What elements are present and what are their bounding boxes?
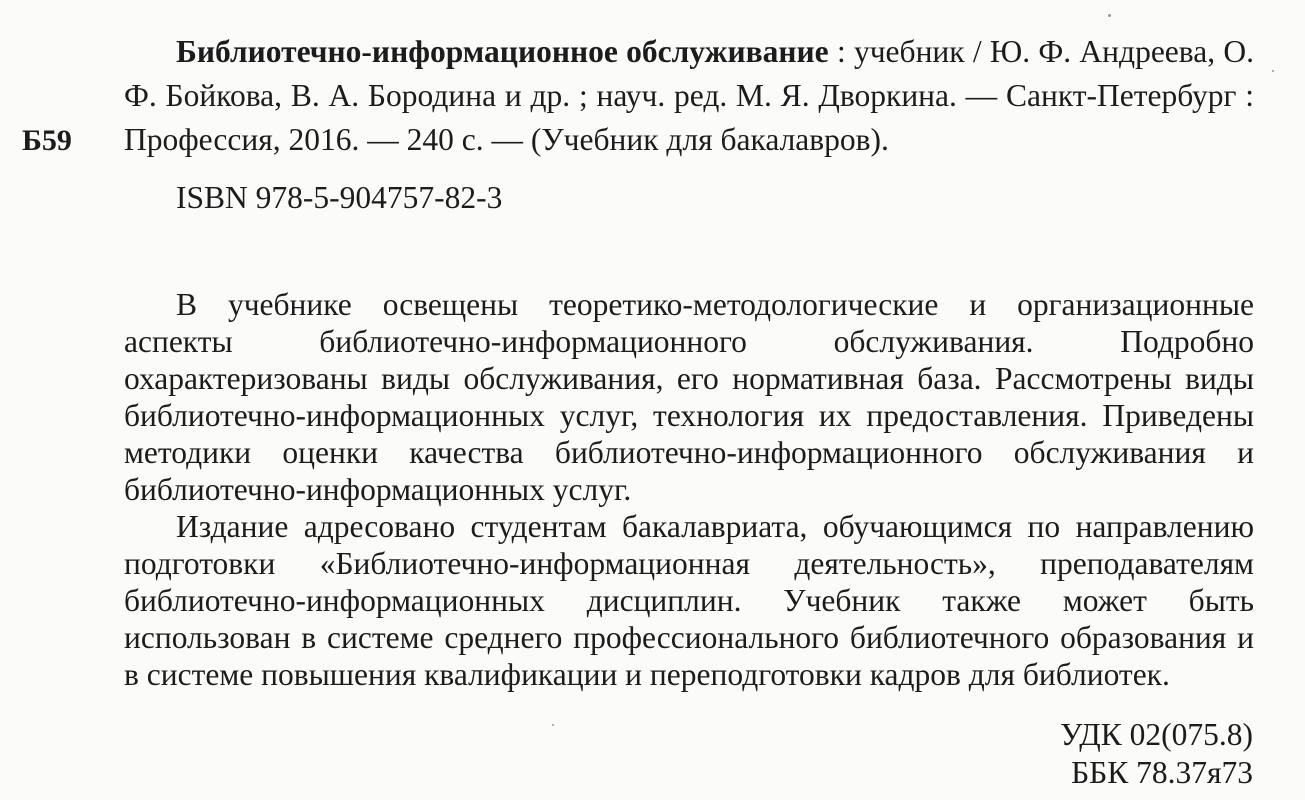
bibliographic-description (124, 30, 1254, 162)
annotation-paragraph-1: В учебнике освещены теоретико-методологические и организационные аспекты библиотечно-информационного обслуживания. Подробно охарактеризованы виды обслуживания, его нормативная база. Рассмотрены виды библиотечно-информационных услуг, технология их предоставления. Приведены методики оценки качества библиотечно-информационного обслуживания и библиотечно-информационных услуг. (124, 287, 1254, 507)
paper-speck (1272, 70, 1274, 72)
isbn: ISBN 978-5-904757-82-3 (176, 180, 503, 215)
book-title: Библиотечно-информационное обслуживание (176, 34, 829, 69)
bbk-index: ББК 78.37я73 (1071, 755, 1253, 790)
annotation (124, 286, 1254, 693)
udc-index: УДК 02(075.8) (1060, 717, 1253, 752)
classification-block (1060, 716, 1253, 792)
annotation-paragraph-2: Издание адресовано студентам бакалавриата, обучающимся по направлению подготовки «Библиотечно-информационная деятельность», преподавателям библиотечно-информационных дисциплин. Учебник также может быть использован в системе среднего профессионального библиотечного образования и в системе повышения квалификации и переподготовки кадров для библиотек. (124, 509, 1254, 692)
bibliographic-entry (124, 30, 1254, 220)
catalog-code: Б59 (22, 124, 72, 157)
paper-speck (552, 724, 554, 726)
paper-speck (1108, 14, 1111, 17)
bibliographic-details: : учебник / Ю. Ф. Андреева, О. Ф. Бойкова, В. А. Бородина и др. ; науч. ред. М. Я. Дворкина. — Санкт-Петербург : Профессия, 2016. — 240 с. — (Учебник для бакалавров). (124, 34, 1254, 157)
